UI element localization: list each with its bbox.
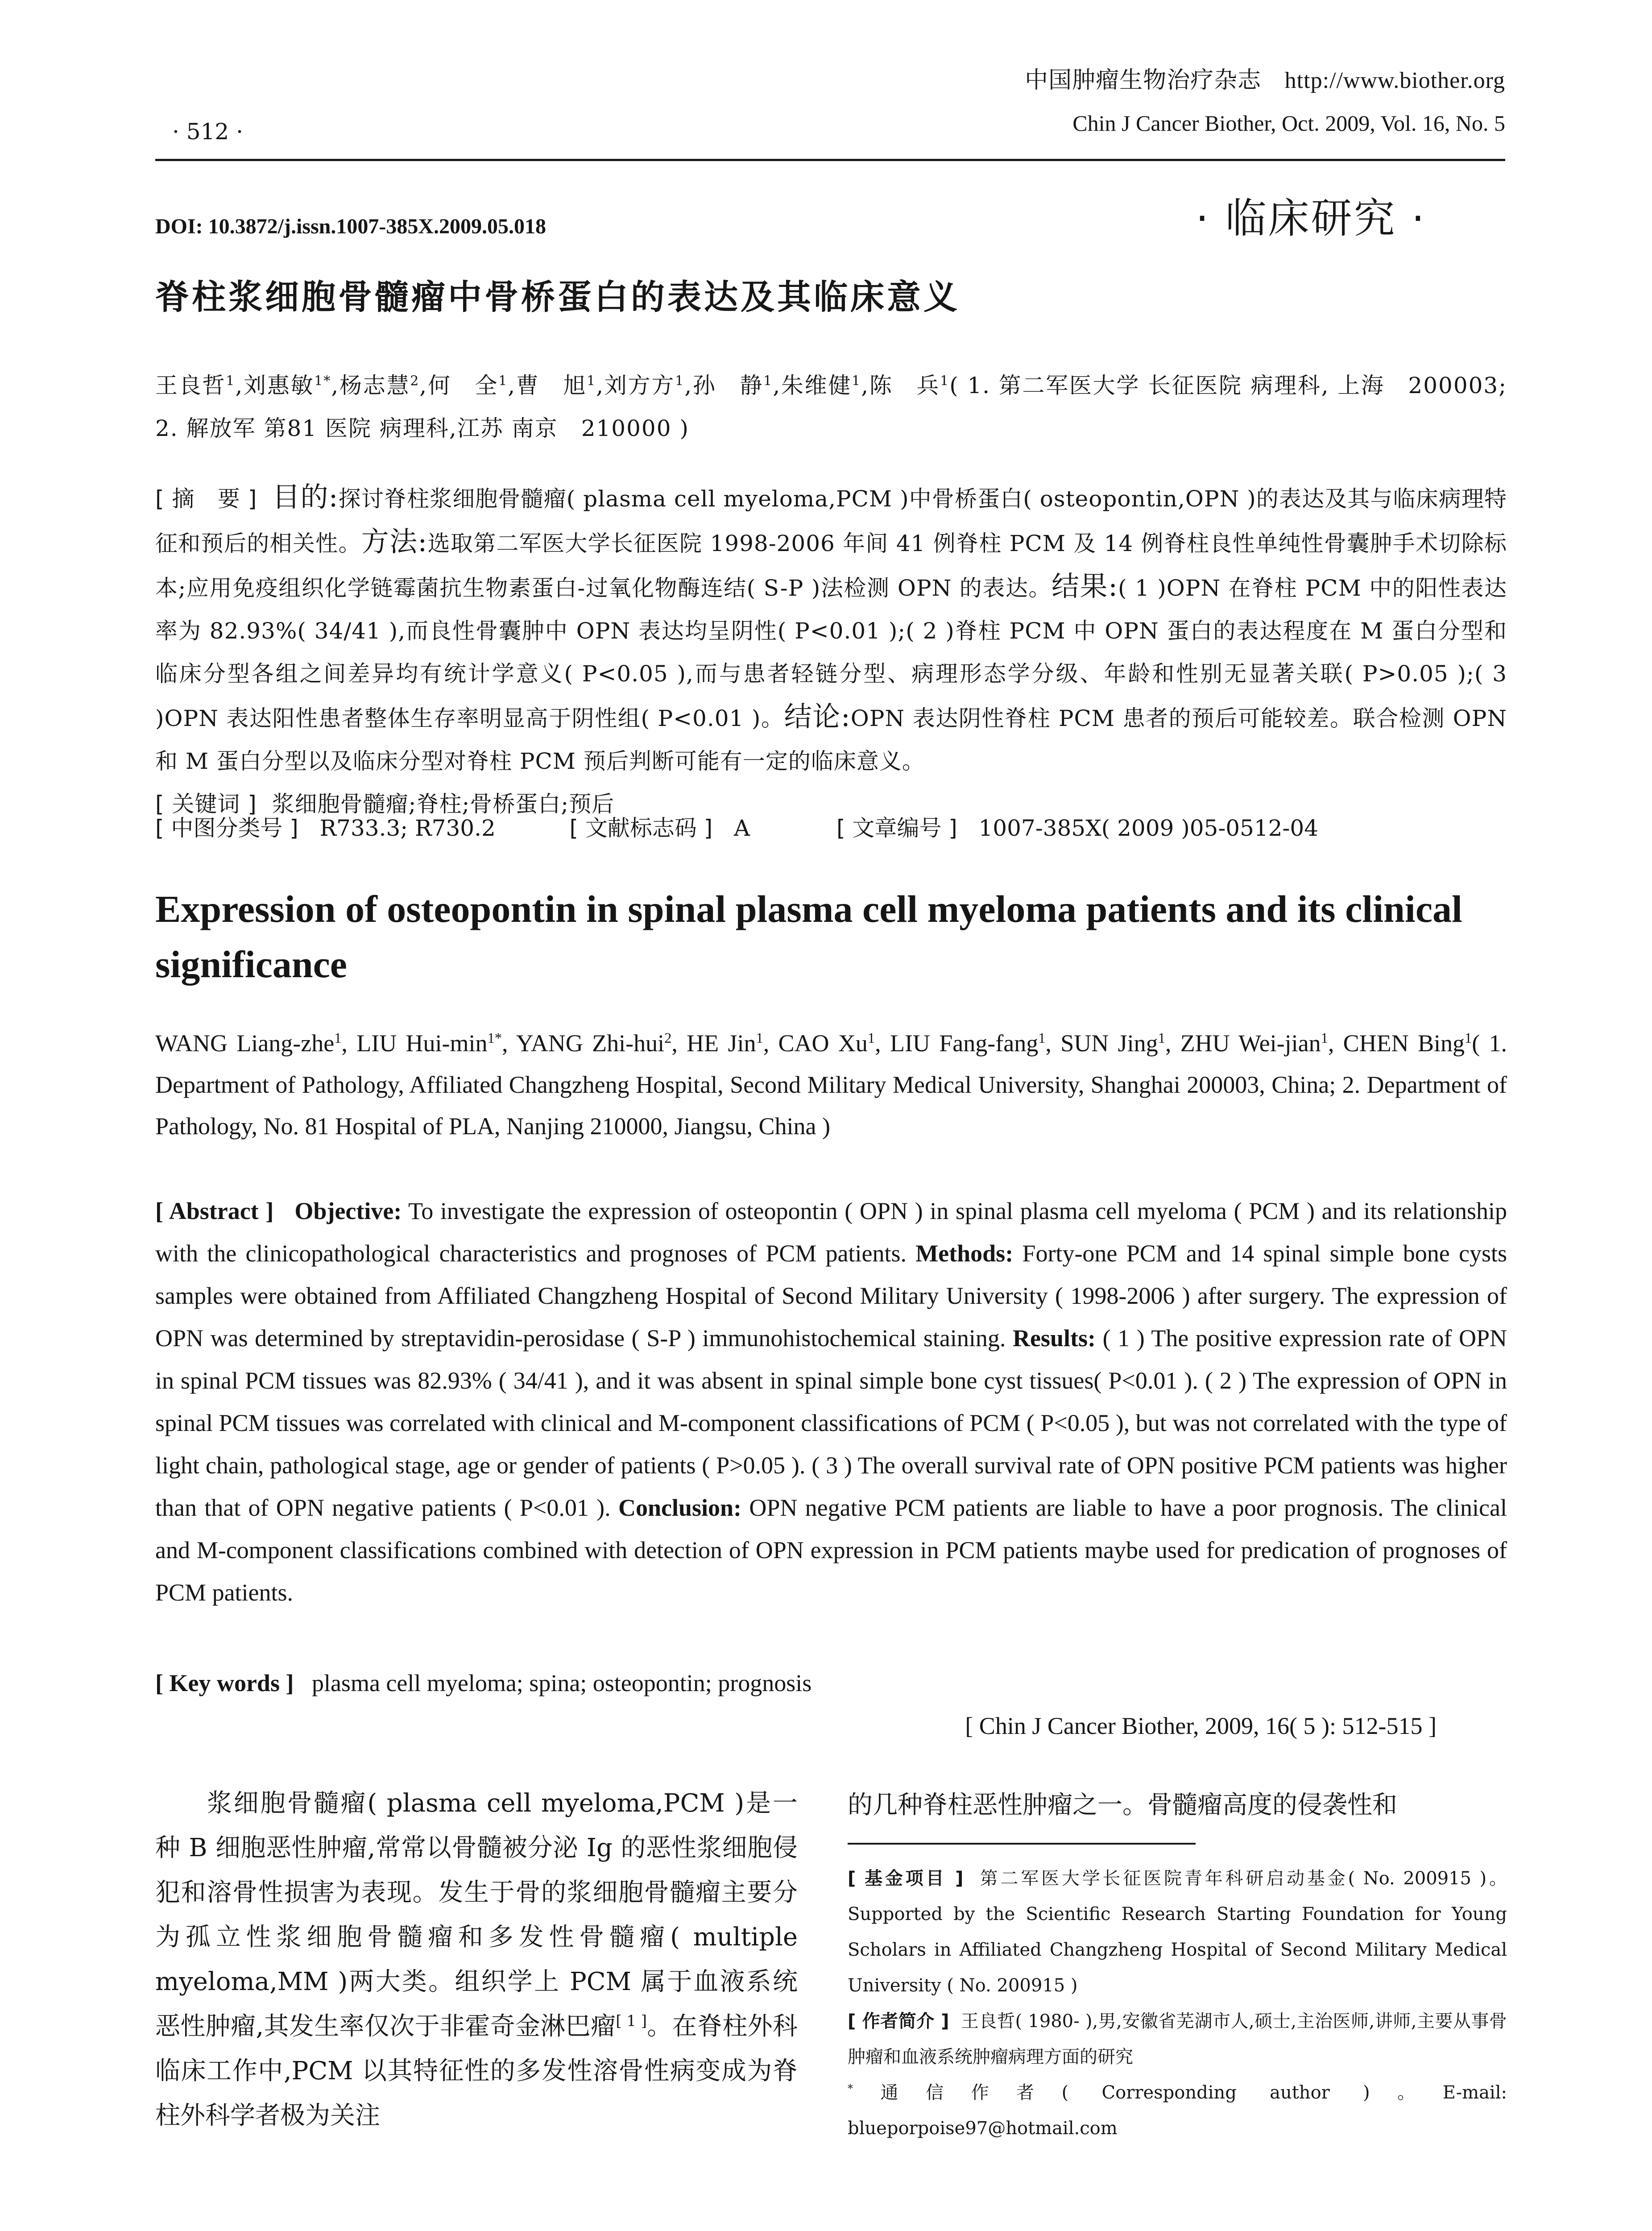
section-label: · 临床研究 · bbox=[1196, 195, 1426, 242]
journal-header-en: Chin J Cancer Biother, Oct. 2009, Vol. 16, No. 5 bbox=[1072, 111, 1505, 136]
author-cn-2: 刘惠敏$^{1*}$, bbox=[243, 373, 340, 398]
classification-row bbox=[155, 807, 1318, 850]
abstract-en bbox=[155, 1190, 1507, 1614]
keywords-cn: 浆细胞骨髓瘤;脊柱;骨桥蛋白;预后 bbox=[272, 791, 615, 817]
author-cn-6: 刘方方$^1$, bbox=[604, 373, 693, 398]
page-number: · 512 · bbox=[172, 119, 244, 145]
journal-header-cn bbox=[979, 67, 1505, 94]
fund-label: [ 基金项目 ] bbox=[848, 1868, 964, 1889]
methods-cn: 选取第二军医大学长征医院 1998-2006 年间 41 例脊柱 PCM 及 14 例脊柱良性单纯性骨囊肿手术切除标本;应用免疫组织化学链霉菌抗生物素蛋白-过氧化物酶连结( S-P )法检测 OPN 的表达。 bbox=[155, 531, 1507, 601]
abstract-cn-label: [ 摘 要 ] bbox=[155, 486, 257, 512]
objective-en: To investigate the expression of osteopontin ( OPN ) in spinal plasma cell myeloma ( PCM ) and its relationship with the clinicopathological characteristics and prognoses of PCM patients. bbox=[155, 1198, 1507, 1267]
conclusion-head-en: Conclusion: bbox=[618, 1494, 742, 1521]
author-en-9: CHEN Bing$^1$ bbox=[1343, 1030, 1472, 1057]
header-rule bbox=[155, 159, 1505, 161]
fund-note bbox=[848, 1861, 1507, 2003]
author-bio-text: 王良哲( 1980- ),男,安徽省芜湖市人,硕士,主治医师,讲师,主要从事骨肿瘤和血液系统肿瘤病理方面的研究 bbox=[848, 2011, 1507, 2067]
author-cn-7: 孙 静$^1$, bbox=[692, 373, 781, 398]
doccode-value: A bbox=[734, 815, 750, 841]
author-en-2: LIU Hui-$\min^{1*}$, bbox=[356, 1030, 516, 1057]
citation: [ Chin J Cancer Biother, 2009, 16( 5 ): 512-515 ] bbox=[965, 1713, 1437, 1739]
clc-value: R733.3; R730.2 bbox=[319, 815, 496, 841]
author-cn-9: 陈 兵$^1$ bbox=[869, 373, 950, 398]
keywords-cn-label: [ 关键词 ] bbox=[155, 791, 257, 817]
author-cn-3: 杨志慧$^2$, bbox=[339, 373, 428, 398]
article-title-en: Expression of osteopontin in spinal plasma cell myeloma patients and its clinical significance bbox=[155, 887, 1462, 986]
author-en-6: LIU Fang-fang$^1$, bbox=[890, 1030, 1061, 1057]
body-left-part1: 浆细胞骨髓瘤( plasma cell myeloma,PCM )是一种 B 细胞恶性肿瘤,常常以骨髓被分泌 Ig 的恶性浆细胞侵犯和溶骨性损害为表现。发生于骨的浆细胞骨髓瘤主要分为孤立性浆细胞骨髓瘤和多发性骨髓瘤( multiple myeloma,MM )两大类。组织学上 PCM 属于血液系统恶性肿瘤,其发生率仅次于非霍奇金淋巴瘤 bbox=[155, 1789, 798, 2041]
author-bio-label: [ 作者简介 ] bbox=[848, 2011, 949, 2032]
footnote-rule bbox=[848, 1843, 1196, 1845]
author-cn-4: 何 全$^1$, bbox=[427, 373, 516, 398]
results-head-cn: 结果: bbox=[1052, 570, 1118, 602]
methods-head-en: Methods: bbox=[915, 1240, 1014, 1267]
author-cn-5: 曹 旭$^1$, bbox=[516, 373, 604, 398]
author-en-8: ZHU Wei-jian$^1$, bbox=[1180, 1030, 1343, 1057]
objective-cn: 探讨脊柱浆细胞骨髓瘤( plasma cell myeloma,PCM )中骨桥蛋白( osteopontin,OPN )的表达及其与临床病理特征和预后的相关性。 bbox=[155, 486, 1507, 556]
methods-en: Forty-one PCM and 14 spinal simple bone cysts samples were obtained from Affiliated Changzheng Hospital of Second Military University ( 1998-2006 ) after surgery. The expression of OPN was determined by streptavidin-perosidase ( S-P ) immunohistochemical staining. bbox=[155, 1240, 1507, 1352]
clc-label: [ 中图分类号 ] bbox=[155, 815, 298, 841]
corresponding-note bbox=[848, 2075, 1507, 2146]
body-left-part2: 。在脊柱外科临床工作中,PCM 以其特征性的多发性溶骨性病变成为脊柱外科学者极为关注 bbox=[155, 2012, 798, 2130]
corresponding-mark: * bbox=[848, 2082, 853, 2095]
author-en-1: WANG Liang-zhe$^1$, bbox=[155, 1030, 357, 1057]
results-en: ( 1 ) The positive expression rate of OPN in spinal PCM tissues was 82.93% ( 34/41 ), and it was absent in spinal simple bone cyst tissues( P<0.01 ). ( 2 ) The expression of OPN in spinal PCM tissues was correlated with clinical and M-component classifications of PCM ( P<0.05 ), but was not correlated with the type of light chain, pathological stage, age or gender of patients ( P>0.05 ). ( 3 ) The overall survival rate of OPN positive PCM patients was higher than that of OPN negative patients ( P<0.01 ). bbox=[155, 1325, 1507, 1521]
author-note bbox=[848, 2003, 1507, 2075]
journal-name-cn: 中国肿瘤生物治疗杂志 bbox=[1025, 67, 1262, 94]
objective-head-en: Objective: bbox=[294, 1198, 402, 1224]
results-head-en: Results: bbox=[1012, 1325, 1096, 1352]
conclusion-en: OPN negative PCM patients are liable to have a poor prognosis. The clinical and M-component classifications combined with detection of OPN expression in PCM patients maybe used for predication of prognoses of PCM patients. bbox=[155, 1494, 1507, 1606]
body-text-left bbox=[155, 1781, 798, 2138]
artno-value: 1007-385X( 2009 )05-0512-04 bbox=[978, 815, 1318, 841]
author-en-3: YANG Zhi-hui$^2$, bbox=[516, 1030, 687, 1057]
objective-head-cn: 目的: bbox=[272, 481, 339, 513]
authors-en bbox=[155, 1023, 1507, 1147]
affiliation-en: ( 1. Department of Pathology, Affiliated Changzheng Hospital, Second Military Medical University, Shanghai 200003, China; 2. Department of Pathology, No. 81 Hospital of PLA, Nanjing 210000, Jiangsu, China ) bbox=[155, 1030, 1507, 1140]
doccode-label: [ 文献标志码 ] bbox=[569, 815, 713, 841]
methods-head-cn: 方法: bbox=[361, 525, 428, 558]
journal-url[interactable]: http://www.biother.org bbox=[1284, 68, 1505, 93]
author-cn-8: 朱维健$^1$, bbox=[781, 373, 869, 398]
abstract-cn bbox=[155, 476, 1507, 825]
author-en-5: CAO Xu$^1$, bbox=[778, 1030, 890, 1057]
results-cn: ( 1 )OPN 在脊柱 PCM 中的阳性表达率为 82.93%( 34/41 ),而良性骨囊肿中 OPN 表达均呈阴性( P<0.01 );( 2 )脊柱 PCM 中 OPN 蛋白的表达程度在 M 蛋白分型和临床分型各组之间差异均有统计学意义( P<0.05 ),而与患者轻链分型、病理形态学分级、年龄和性别无显著关联( P>0.05 );( 3 )OPN 表达阳性患者整体生存率明显高于阴性组( P<0.01 )。 bbox=[155, 575, 1507, 731]
authors-cn bbox=[155, 364, 1507, 450]
conclusion-head-cn: 结论: bbox=[784, 700, 851, 733]
keywords-en-label: [ Key words ] bbox=[155, 1670, 294, 1696]
abstract-en-label: [ Abstract ] bbox=[155, 1198, 274, 1224]
corresponding-text: 通信作者( Corresponding author )。E-mail: blueporpoise97@hotmail.com bbox=[848, 2082, 1507, 2139]
author-en-4: HE Jin$^1$, bbox=[687, 1030, 778, 1057]
doi: DOI: 10.3872/j.issn.1007-385X.2009.05.018 bbox=[155, 215, 547, 238]
author-en-7: SUN Jing$^1$, bbox=[1060, 1030, 1180, 1057]
conclusion-cn: OPN 表达阴性脊柱 PCM 患者的预后可能较差。联合检测 OPN 和 M 蛋白分型以及临床分型对脊柱 PCM 预后判断可能有一定的临床意义。 bbox=[155, 705, 1507, 774]
keywords-en: plasma cell myeloma; spina; osteopontin; prognosis bbox=[311, 1670, 812, 1696]
fund-text: 第二军医大学长征医院青年科研启动基金( No. 200915 )。Supported by the Scientific Research Starting Foundation for Young Scholars in Affiliated Changzheng Hospital of Second Military Medical University ( No. 200915 ) bbox=[848, 1868, 1507, 1996]
reference-link[interactable]: [ 1 ] bbox=[616, 2012, 647, 2030]
footnotes bbox=[848, 1861, 1507, 2146]
article-title-cn: 脊柱浆细胞骨髓瘤中骨桥蛋白的表达及其临床意义 bbox=[155, 277, 960, 317]
author-cn-1: 王良哲$^1$, bbox=[155, 373, 244, 398]
affiliation-cn: ( 1. 第二军医大学 长征医院 病理科, 上海 200003; 2. 解放军 第81 医院 病理科,江苏 南京 210000 ) bbox=[155, 373, 1507, 441]
keywords-en-row bbox=[155, 1663, 812, 1703]
body-text-right: 的几种脊柱恶性肿瘤之一。骨髓瘤高度的侵袭性和 bbox=[848, 1791, 1397, 1820]
artno-label: [ 文章编号 ] bbox=[836, 815, 957, 841]
